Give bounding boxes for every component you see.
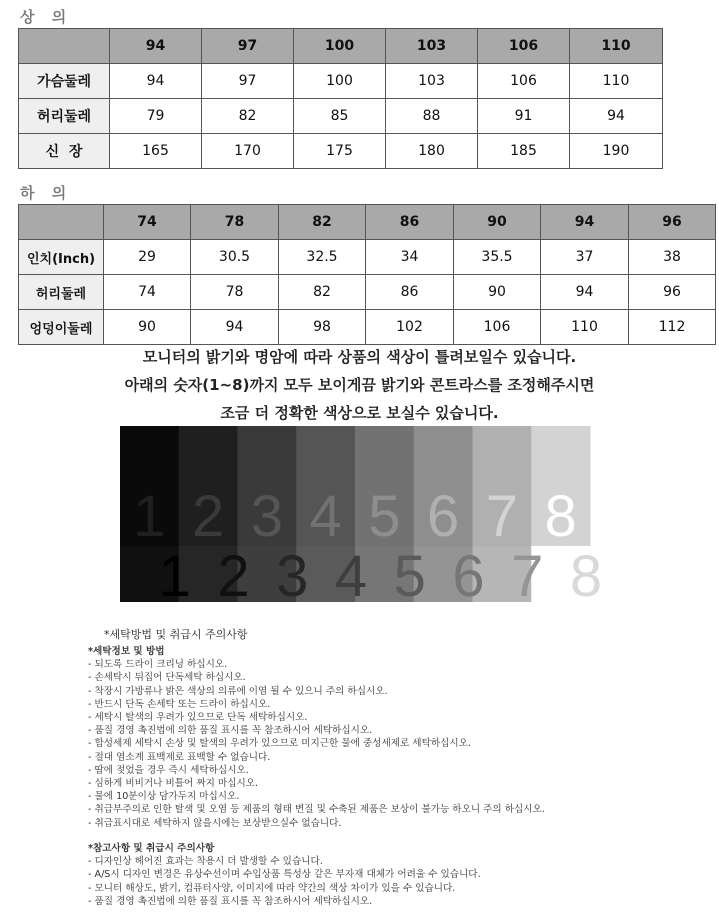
- care-item: - 심하게 비비거나 비틀어 짜지 마십시오.: [88, 778, 259, 790]
- table-cell: 97: [202, 64, 294, 99]
- row-label: 신 장: [19, 134, 110, 169]
- table-row: [19, 64, 663, 99]
- table-cell: 37: [541, 240, 629, 275]
- row-label: 허리둘레: [19, 99, 110, 134]
- table-cell: 165: [110, 134, 202, 169]
- gray-digit-bottom: 3: [276, 544, 309, 609]
- monitor-notice-line-2: 아래의 숫자(1~8)까지 모두 보이게끔 밝기와 콘트라스를 조정해주시면: [124, 376, 595, 394]
- table-row: [19, 134, 663, 169]
- table-cell: 103: [386, 64, 478, 99]
- care-item: - 디자인상 헤어진 효과는 착용시 더 발생할 수 있습니다.: [88, 856, 323, 868]
- top-size-header: 110: [570, 29, 663, 64]
- table-row: [19, 99, 663, 134]
- monitor-notice-line-1: 모니터의 밝기와 명암에 따라 상품의 색상이 틀려보일수 있습니다.: [142, 348, 577, 366]
- care-section-title: *참고사항 및 취급시 주의사항: [88, 843, 215, 854]
- table-cell: 82: [202, 99, 294, 134]
- gray-digit-bottom: 2: [217, 544, 250, 609]
- table-cell: 90: [454, 275, 541, 310]
- table-cell: 94: [570, 99, 663, 134]
- table-cell: 106: [478, 64, 570, 99]
- table-cell: 190: [570, 134, 663, 169]
- care-item: - 반드시 단독 손세탁 또는 드라이 하십시오.: [88, 698, 271, 710]
- table-cell: 180: [386, 134, 478, 169]
- gray-digit-top: 4: [309, 484, 342, 549]
- gray-digit-top: 6: [426, 484, 460, 549]
- gray-digit-top: 1: [133, 484, 166, 549]
- gray-digit-bottom: 1: [158, 544, 191, 609]
- grayscale-test-chart: [120, 426, 603, 609]
- top-size-table: [18, 28, 663, 169]
- care-item: - 모니터 해상도, 밝기, 컴퓨터사양, 이미지에 따라 약간의 색상 차이가 있을 수 있습니다.: [88, 882, 456, 894]
- gray-digit-top: 3: [250, 484, 284, 549]
- top-header-corner: [19, 29, 110, 64]
- bottom-size-header: 96: [629, 205, 716, 240]
- bottom-size-header: 82: [279, 205, 366, 240]
- table-cell: 32.5: [279, 240, 366, 275]
- gray-digit-bottom: 6: [452, 544, 485, 609]
- table-cell: 112: [629, 310, 716, 345]
- table-cell: 90: [104, 310, 191, 345]
- care-section-notes: [88, 842, 481, 908]
- gray-digit-top: 5: [368, 484, 401, 549]
- top-size-title: 상 의: [20, 8, 73, 26]
- bottom-size-header: 78: [191, 205, 279, 240]
- table-cell: 88: [386, 99, 478, 134]
- table-row: [19, 240, 716, 275]
- top-size-header: 106: [478, 29, 570, 64]
- table-cell: 96: [629, 275, 716, 310]
- care-item: - 착장시 가방류나 밝은 색상의 의류에 이염 될 수 있으니 주의 하십시오.: [88, 685, 388, 697]
- top-size-header: 94: [110, 29, 202, 64]
- top-size-header: 97: [202, 29, 294, 64]
- gray-digit-bottom: 4: [334, 544, 368, 609]
- table-cell: 85: [294, 99, 386, 134]
- gray-digit-bottom: 8: [569, 544, 603, 609]
- bottom-size-table: [18, 204, 716, 345]
- row-label: 엉덩이둘레: [19, 310, 104, 345]
- table-cell: 38: [629, 240, 716, 275]
- table-cell: 74: [104, 275, 191, 310]
- table-cell: 100: [294, 64, 386, 99]
- care-section-title: *세탁정보 및 방법: [88, 646, 165, 657]
- table-cell: 94: [110, 64, 202, 99]
- bottom-header-corner: [19, 205, 104, 240]
- bottom-size-header: 74: [104, 205, 191, 240]
- gray-digit-bottom: 5: [393, 544, 426, 609]
- care-item: - 세탁시 탈색의 우려가 있으므로 단독 세탁하십시오.: [88, 712, 308, 724]
- care-item: - 되도록 드라이 크리닝 하십시오.: [88, 659, 228, 671]
- row-label: 허리둘레: [19, 275, 104, 310]
- gray-digit-top: 8: [544, 484, 577, 549]
- table-cell: 86: [366, 275, 454, 310]
- table-cell: 94: [541, 275, 629, 310]
- table-cell: 170: [202, 134, 294, 169]
- table-cell: 79: [110, 99, 202, 134]
- gray-digit-top: 2: [191, 484, 225, 549]
- table-cell: 30.5: [191, 240, 279, 275]
- table-row: [19, 310, 716, 345]
- table-cell: 29: [104, 240, 191, 275]
- table-cell: 98: [279, 310, 366, 345]
- care-item: - 취급부주의로 인한 탈색 및 오염 등 제품의 형태 변질 및 수축된 제품은 보상이 불가능 하오니 주의 하십시오.: [88, 804, 545, 816]
- table-cell: 175: [294, 134, 386, 169]
- bottom-size-title: 하 의: [20, 184, 73, 202]
- top-size-header: 103: [386, 29, 478, 64]
- table-cell: 91: [478, 99, 570, 134]
- care-item: - 합성세제 세탁시 손상 및 탈색의 우려가 있으므로 미지근한 물에 중성세제로 세탁하십시오.: [88, 738, 471, 750]
- care-item: - 물에 10분이상 담가두지 마십시오.: [88, 791, 240, 803]
- gray-digit-top: 7: [485, 484, 519, 549]
- table-row: [19, 275, 716, 310]
- bottom-size-header: 90: [454, 205, 541, 240]
- table-cell: 110: [541, 310, 629, 345]
- care-item: - 품질 경영 촉진법에 의한 품질 표시를 꼭 참조하시어 세탁하십시오.: [88, 725, 373, 737]
- care-item: - 품질 경영 촉진법에 의한 품질 표시를 꼭 참조하시어 세탁하십시오.: [88, 895, 373, 907]
- care-item: - 취급표시대로 세탁하지 않을시에는 보상받으실수 없습니다.: [88, 817, 342, 829]
- bottom-header-row: [19, 205, 716, 240]
- table-cell: 34: [366, 240, 454, 275]
- table-cell: 35.5: [454, 240, 541, 275]
- row-label: 가슴둘레: [19, 64, 110, 99]
- care-heading: *세탁방법 및 취급시 주의사항: [104, 628, 248, 641]
- table-cell: 78: [191, 275, 279, 310]
- care-item: - 땀에 젖었을 경우 즉시 세탁하십시오.: [88, 764, 249, 776]
- care-section-wash: [88, 645, 545, 830]
- bottom-size-header: 94: [541, 205, 629, 240]
- care-item: - 손세탁시 뒤집어 단독세탁 하십시오.: [88, 672, 246, 684]
- table-cell: 102: [366, 310, 454, 345]
- bottom-size-header: 86: [366, 205, 454, 240]
- gray-digit-bottom: 7: [511, 544, 544, 609]
- table-cell: 185: [478, 134, 570, 169]
- monitor-notice-line-3: 조금 더 정확한 색상으로 보실수 있습니다.: [220, 404, 499, 422]
- care-item: - A/S시 디자인 변경은 유상수선이며 수입상품 특성상 같은 부자재 대체가 어려울 수 있습니다.: [88, 869, 481, 881]
- table-cell: 94: [191, 310, 279, 345]
- row-label: 인치(Inch): [19, 240, 104, 275]
- top-header-row: [19, 29, 663, 64]
- care-item: - 절대 염소계 표백제로 표백할 수 없습니다.: [88, 751, 271, 763]
- top-size-header: 100: [294, 29, 386, 64]
- table-cell: 82: [279, 275, 366, 310]
- table-cell: 106: [454, 310, 541, 345]
- table-cell: 110: [570, 64, 663, 99]
